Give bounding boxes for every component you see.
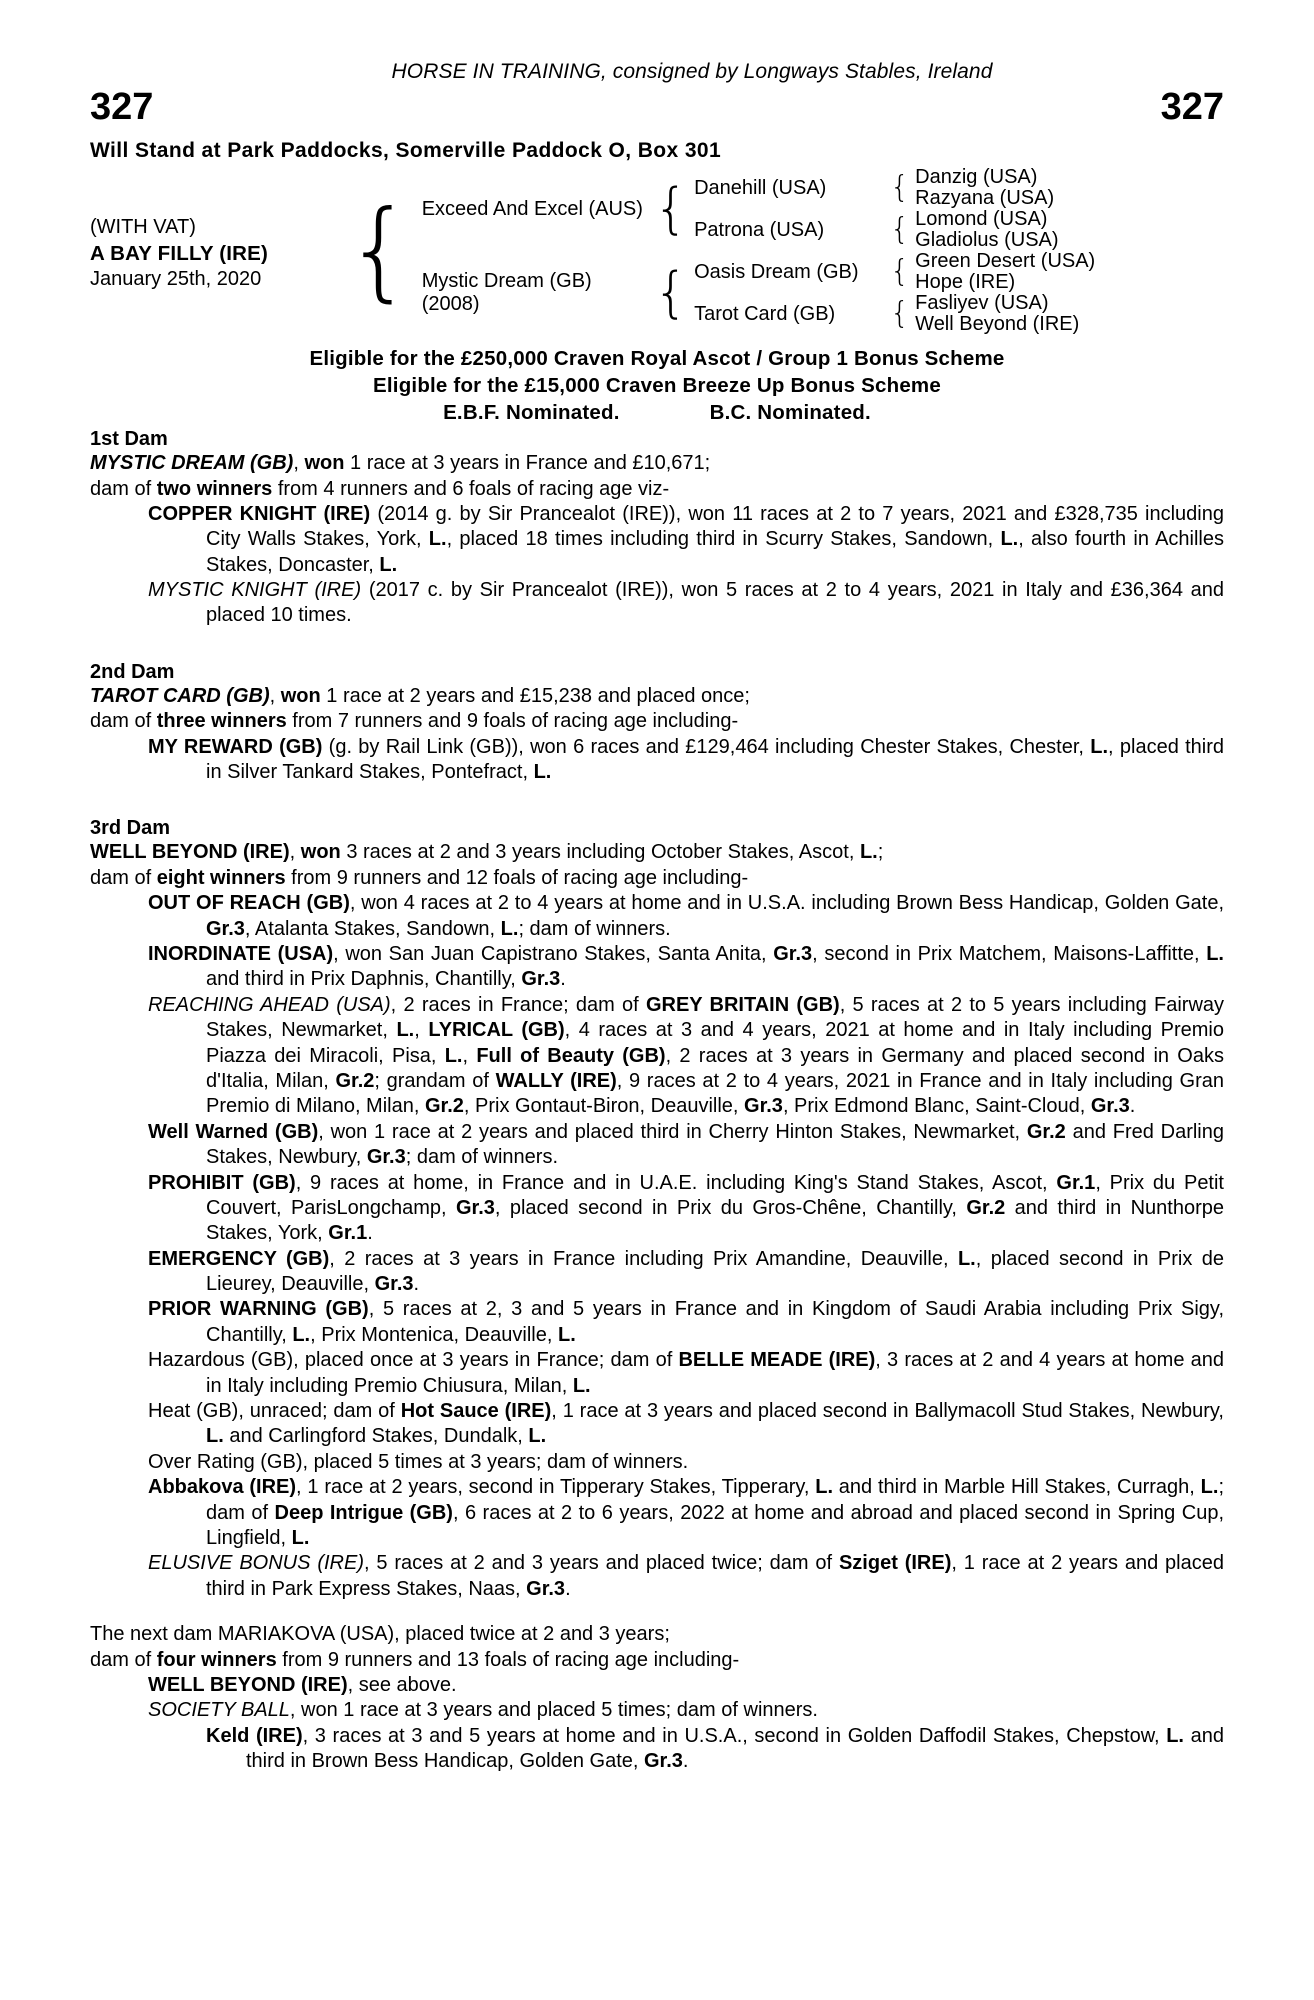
next-dam-progeny-2: SOCIETY BALL, won 1 race at 3 years and placed 5 times; dam of winners. (148, 1699, 818, 1722)
sire-cell (422, 167, 654, 251)
great-grandparent-2: Razyana (USA) (915, 187, 1055, 209)
grandparent-3: Oasis Dream (GB) (694, 260, 859, 283)
next-dam-progeny-3: Keld (IRE), 3 races at 3 and 5 years at home and in U.S.A., second in Golden Daffodil Stakes, Chepstow, L. and third in Brown Bess Handicap, Golden Gate, Gr.3. (206, 1724, 1224, 1773)
first-dam-line-1: MYSTIC DREAM (GB), won 1 race at 3 years in France and £10,671; (90, 452, 711, 475)
lot-number-right: 327 (1160, 86, 1224, 128)
dam-year: (2008) (421, 293, 480, 315)
great-grandparent-1: Danzig (USA) (915, 166, 1038, 188)
lot-number-left: 327 (90, 86, 154, 128)
page-header-title: HORSE IN TRAINING, consigned by Longways Stables, Ireland (391, 60, 993, 83)
next-dam-line-1: The next dam MARIAKOVA (USA), placed twice at 2 and 3 years; (90, 1623, 670, 1646)
third-dam-progeny-2: INORDINATE (USA), won San Juan Capistrano Stakes, Santa Anita, Gr.3, second in Prix Matchem, Maisons-Laffitte, L. and third in Prix Daphnis, Chantilly, Gr.3. (148, 943, 1224, 991)
first-dam-heading: 1st Dam (90, 428, 168, 451)
third-dam-progeny-3: REACHING AHEAD (USA), 2 races in France; dam of GREY BRITAIN (GB), 5 races at 2 to 5 years including Fairway Stakes, Newmarket, L., LYRICAL (GB), 4 races at 3 and 4 years, 2021 at home and in Italy including Premio Piazza dei Miracoli, Pisa, L., Full of Beauty (GB), 2 races at 3 years in Germany and placed second in Oaks d'Italia, Milan, Gr.2; grandam of WALLY (IRE), 9 races at 2 to 4 years, 2021 in France and in Italy including Gran Premio di Milano, Milan, Gr.2, Prix Gontaut-Biron, Deauville, Gr.3, Prix Edmond Blanc, Saint-Cloud, Gr.3. (148, 993, 1225, 1118)
pedigree-grandparents (688, 167, 890, 335)
pedigree-parents (414, 167, 654, 335)
third-dam-progeny-8: Hazardous (GB), placed once at 3 years in France; dam of BELLE MEADE (IRE), 3 races at 2 and 4 years at home and in Italy including Premio Chiusura, Milan, L. (148, 1349, 1224, 1397)
third-dam-progeny-12: ELUSIVE BONUS (IRE), 5 races at 2 and 3 years and placed twice; dam of Sziget (IRE), 1 race at 2 years and placed third in Park Express Stakes, Naas, Gr.3. (148, 1552, 1224, 1600)
brace-gp2: { (890, 212, 910, 248)
third-dam-progeny-1: OUT OF REACH (GB), won 4 races at 2 to 4 years at home and in U.S.A. including Brown Bess Handicap, Golden Gate, Gr.3, Atalanta Stakes, Sandown, L.; dam of winners. (148, 892, 1225, 940)
first-dam-line-2: dam of two winners from 4 runners and 6 foals of racing age viz- (90, 477, 670, 500)
eligibility-block (90, 345, 1224, 426)
third-dam-progeny-10: Over Rating (GB), placed 5 times at 3 years; dam of winners. (148, 1450, 689, 1473)
third-dam-progeny-9: Heat (GB), unraced; dam of Hot Sauce (IRE), 1 race at 3 years and placed second in Ballymacoll Stud Stakes, Newbury, L. and Carlingford Stakes, Dundalk, L. (148, 1400, 1224, 1448)
eligibility-line-1: Eligible for the £250,000 Craven Royal Ascot / Group 1 Bonus Scheme (309, 347, 1005, 370)
third-dam-heading: 3rd Dam (90, 817, 171, 840)
third-dam-progeny-11: Abbakova (IRE), 1 race at 2 years, second in Tipperary Stakes, Tipperary, L. and third in Marble Hill Stakes, Curragh, L.; dam of Deep Intrigue (GB), 6 races at 2 to 6 years, 2022 at home and abroad and placed second in Spring Cup, Lingfield, L. (148, 1476, 1225, 1549)
grandparent-1: Danehill (USA) (694, 176, 827, 199)
third-dam-progeny-6: EMERGENCY (GB), 2 races at 3 years in France including Prix Amandine, Deauville, L., placed second in Prix de Lieurey, Deauville, Gr.3. (148, 1247, 1225, 1296)
grandparent-2: Patrona (USA) (694, 218, 825, 241)
eligibility-line-2: Eligible for the £15,000 Craven Breeze Up Bonus Scheme (373, 374, 941, 398)
great-grandparent-4: Gladiolus (USA) (915, 229, 1059, 251)
brace-gp1: { (890, 170, 910, 206)
great-grandparent-3: Lomond (USA) (915, 208, 1048, 230)
ebf-nominated: E.B.F. Nominated. (443, 401, 620, 425)
stand-location-line: Will Stand at Park Paddocks, Somerville Paddock O, Box 301 (90, 139, 722, 162)
dam-name: Mystic Dream (GB) (421, 270, 592, 292)
third-dam-line-1: WELL BEYOND (IRE), won 3 races at 2 and 3 years including October Stakes, Ascot, L.; (90, 841, 884, 864)
brace-group-gen3 (890, 167, 909, 335)
third-dam-progeny-4: Well Warned (GB), won 1 race at 2 years and placed third in Cherry Hinton Stakes, Newmarket, Gr.2 and Fred Darling Stakes, Newbury, Gr.3; dam of winners. (148, 1120, 1224, 1169)
lot-number-row (90, 86, 1224, 129)
second-dam-heading: 2nd Dam (90, 660, 175, 683)
nomination-line (90, 399, 1224, 426)
next-dam-progeny-1: WELL BEYOND (IRE), see above. (148, 1673, 457, 1696)
brace-group-gen2 (654, 167, 688, 335)
grandparent-4: Tarot Card (GB) (694, 302, 836, 325)
dam-cell (422, 251, 654, 335)
brace-gp4: { (890, 296, 910, 332)
bc-nominated: B.C. Nominated. (709, 401, 871, 425)
horse-description: A BAY FILLY (IRE) (90, 241, 269, 265)
first-dam-progeny-1: COPPER KNIGHT (IRE) (2014 g. by Sir Prancealot (IRE)), won 11 races at 2 to 7 years, 2021 and £328,735 including City Walls Stakes, York, L., placed 18 times including third in Scurry Stakes, Sandown, L., also fourth in Achilles Stakes, Doncaster, L. (148, 502, 1225, 576)
second-dam-progeny-1: MY REWARD (GB) (g. by Rail Link (GB)), won 6 races and £129,464 including Chester Stakes, Chester, L., placed third in Silver Tankard Stakes, Pontefract, L. (148, 735, 1224, 784)
pedigree-great-grandparents (909, 167, 1145, 335)
foaling-date: January 25th, 2020 (90, 267, 262, 290)
brace-gp3: { (890, 254, 910, 290)
third-dam-progeny-5: PROHIBIT (GB), 9 races at home, in France and in U.A.E. including King's Stand Stakes, Ascot, Gr.1, Prix du Petit Couvert, ParisLongchamp, Gr.3, placed second in Prix du Gros-Chêne, Chantilly, Gr.2 and third in Nunthorpe Stakes, York, Gr.1. (148, 1171, 1224, 1245)
second-dam-line-1: TAROT CARD (GB), won 1 race at 2 years and £15,238 and placed once; (90, 684, 750, 707)
great-grandparent-6: Hope (IRE) (915, 271, 1016, 293)
great-grandparent-7: Fasliyev (USA) (915, 292, 1049, 314)
sire-name: Exceed And Excel (AUS) (421, 197, 643, 220)
brace-sire: { (653, 177, 689, 241)
second-dam-line-2: dam of three winners from 7 runners and 9 foals of racing age including- (90, 710, 739, 733)
third-dam-progeny-7: PRIOR WARNING (GB), 5 races at 2, 3 and 5 years in France and in Kingdom of Saudi Arabia including Prix Sigy, Chantilly, L., Prix Montenica, Deauville, L. (148, 1298, 1224, 1346)
brace-dam: { (653, 261, 689, 325)
great-grandparent-8: Well Beyond (IRE) (915, 313, 1080, 335)
third-dam-line-2: dam of eight winners from 9 runners and 12 foals of racing age including- (90, 866, 749, 889)
brace-gen1: { (345, 187, 414, 313)
next-dam-line-2: dam of four winners from 9 runners and 13 foals of racing age including- (90, 1648, 740, 1671)
pedigree-subject (90, 167, 345, 335)
vat-note: (WITH VAT) (90, 216, 196, 238)
pedigree-table (90, 167, 1224, 335)
great-grandparent-5: Green Desert (USA) (915, 250, 1096, 272)
first-dam-progeny-2: MYSTIC KNIGHT (IRE) (2017 c. by Sir Prancealot (IRE)), won 5 races at 2 to 4 years, 2021 in Italy and £36,364 and placed 10 times. (148, 579, 1225, 627)
